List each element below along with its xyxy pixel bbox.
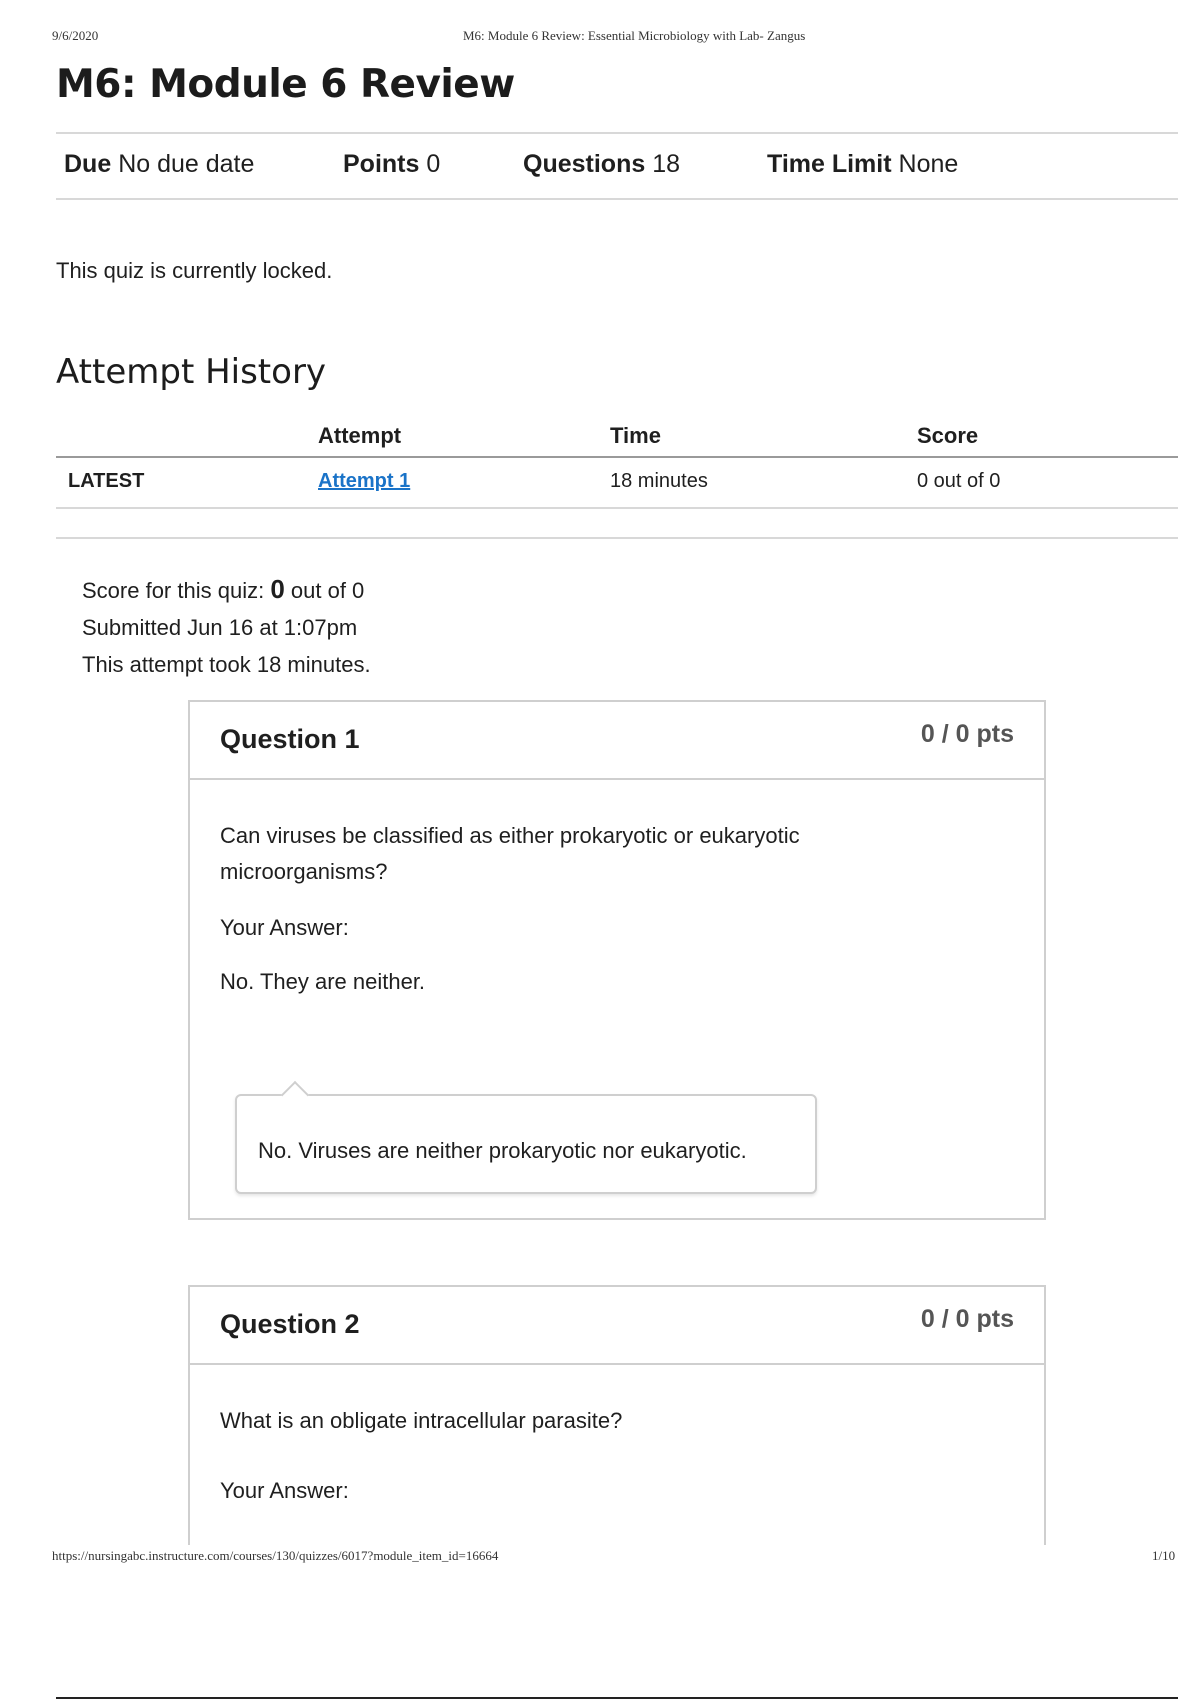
page-title: M6: Module 6 Review — [56, 62, 515, 107]
locked-message: This quiz is currently locked. — [56, 258, 333, 283]
table-row-rule — [56, 507, 1178, 509]
question-header — [190, 1287, 1044, 1365]
print-doc-title: M6: Module 6 Review: Essential Microbiology with Lab- Zangus — [463, 28, 806, 43]
time-limit-label: Time Limit — [767, 150, 892, 178]
attempt-duration: This attempt took 18 minutes. — [82, 652, 371, 677]
score-line — [82, 571, 371, 609]
attempt-score: 0 out of 0 — [917, 470, 1001, 492]
page-break-rule — [56, 1697, 1178, 1699]
answer-label: Your Answer: — [220, 915, 349, 940]
column-header-score: Score — [917, 423, 979, 448]
questions-meta — [523, 150, 680, 179]
table-header-rule — [56, 456, 1178, 458]
question-card — [188, 700, 1046, 1220]
divider — [56, 537, 1178, 539]
question-title: Question 1 — [220, 724, 360, 754]
latest-label: LATEST — [68, 470, 145, 492]
column-header-attempt: Attempt — [318, 423, 402, 448]
time-limit-meta — [767, 150, 958, 179]
due-meta — [64, 150, 254, 179]
questions-label: Questions — [523, 150, 646, 178]
question-text: What is an obligate intracellular parasite? — [220, 1408, 623, 1433]
page-number: 1/10 — [1152, 1548, 1176, 1563]
answer-label: Your Answer: — [220, 1478, 349, 1503]
quiz-meta — [0, 150, 1200, 180]
footer-url: https://nursingabc.instructure.com/courses/130/quizzes/6017?module_item_id=16664 — [52, 1548, 499, 1563]
score-value: 0 — [270, 574, 285, 604]
print-date: 9/6/2020 — [52, 28, 99, 43]
points-label: Points — [343, 150, 420, 178]
feedback-text: No. Viruses are neither prokaryotic nor eukaryotic. — [258, 1138, 747, 1163]
column-header-time: Time — [610, 423, 661, 448]
attempt-history-title: Attempt History — [56, 352, 327, 392]
points-meta — [343, 150, 440, 179]
answer-feedback — [235, 1094, 817, 1194]
question-title: Question 2 — [220, 1309, 360, 1339]
attempt-link[interactable]: Attempt 1 — [318, 470, 411, 492]
due-value: No due date — [118, 150, 255, 178]
time-limit-value: None — [898, 150, 959, 178]
score-suffix: out of 0 — [290, 578, 365, 603]
due-label: Due — [64, 150, 112, 178]
question-header — [190, 702, 1044, 780]
answer-text: No. They are neither. — [220, 969, 426, 994]
score-prefix: Score for this quiz: — [82, 578, 265, 603]
points-value: 0 — [426, 150, 441, 178]
question-text: Can viruses be classified as either prokaryotic or eukaryotic microorganisms? — [220, 823, 800, 884]
score-summary — [82, 571, 371, 683]
divider — [56, 198, 1178, 200]
question-card — [188, 1285, 1046, 1545]
submitted-time: Submitted Jun 16 at 1:07pm — [82, 615, 358, 640]
divider — [56, 132, 1178, 134]
question-points: 0 / 0 pts — [920, 720, 1014, 748]
questions-value: 18 — [652, 150, 681, 178]
attempt-time: 18 minutes — [610, 470, 708, 492]
question-points: 0 / 0 pts — [920, 1305, 1014, 1333]
